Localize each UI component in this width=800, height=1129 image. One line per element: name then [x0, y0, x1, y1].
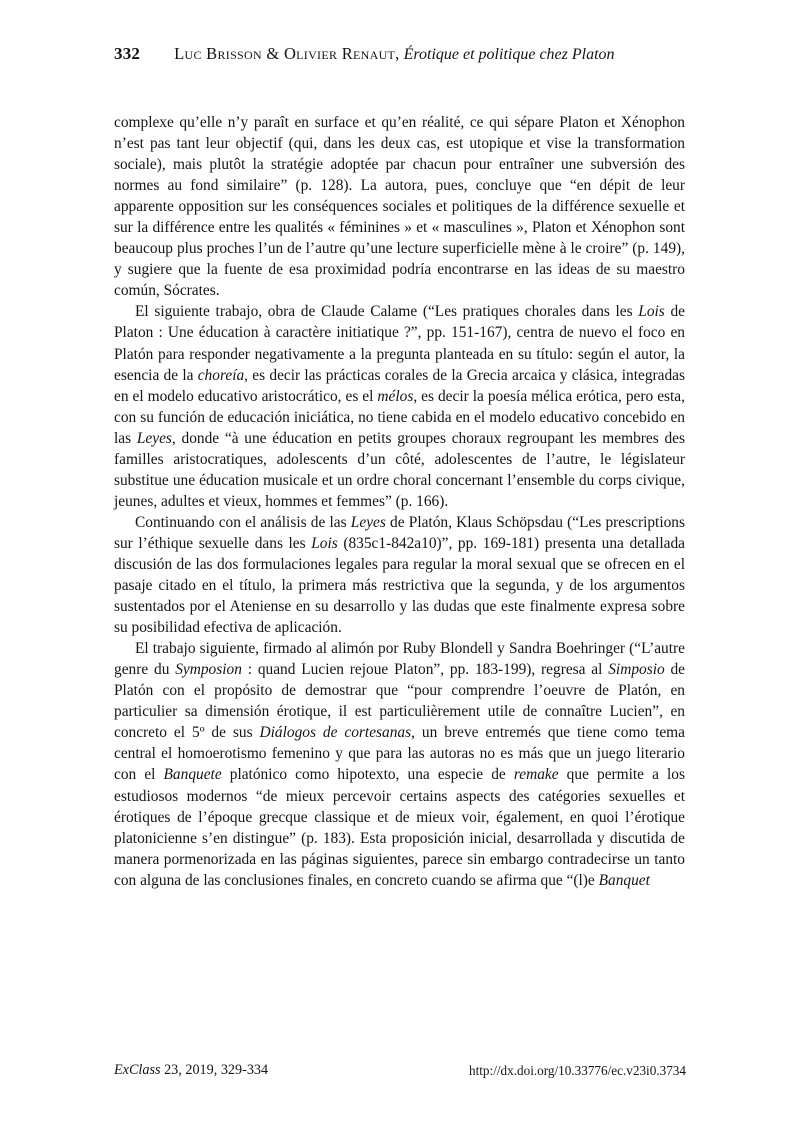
- italic-term: mélos: [377, 387, 414, 405]
- para-3: Continuando con el análisis de las Leyes de Platón, Klaus Schöpsdau (“Les prescriptions sur l’éthique sexuelle dans les Lois (835c1-842a10)”, pp. 169-181) presenta una detallada discusión de las dos formulaciones legales para regular la moral sexual que se ofrecen en el pasaje citado en el título, la primera más restrictiva que la segunda, y de los argumentos sustentados por el Ateniense en su desarrollo y las dudas que este finalmente expresa sobre su posibilidad efectiva de aplicación.: [114, 513, 685, 637]
- italic-term: Leyes: [350, 513, 386, 531]
- italic-term: Banquete: [163, 766, 222, 784]
- running-head: [114, 43, 686, 66]
- italic-term: Banquet: [598, 871, 650, 889]
- italic-term: Diálogos de cortesanas: [259, 724, 412, 742]
- italic-term: choreía: [197, 366, 245, 384]
- running-head-title: Érotique et politique chez Platon: [403, 46, 615, 63]
- journal-issue-pages: 23, 2019, 329-334: [160, 1062, 269, 1078]
- italic-term: Lois: [638, 303, 665, 321]
- italic-term: remake: [513, 766, 559, 784]
- doi-link: http://dx.doi.org/10.33776/ec.v23i0.3734: [469, 1063, 686, 1078]
- footer-citation: [114, 1059, 268, 1081]
- body-text-block: [114, 112, 685, 891]
- italic-term: Symposion: [175, 661, 242, 679]
- para-2: El siguiente trabajo, obra de Claude Calame (“Les pratiques chorales dans les Lois de Platon : Une éducation à caractère initiatique ?”, pp. 151-167), centra de nuevo el foco en Platón para responder negativamente a la pregunta planteada en su título: según el autor, la esencia de la choreía, es decir las prácticas corales de la Grecia arcaica y clásica, integradas en el modelo educativo aristocrático, es el mélos, es decir la poesía mélica erótica, pero esta, con su función de educación iniciática, no tiene cabida en el modelo educativo concebido en las Leyes, donde “à une éducation en petits groupes choraux regroupant les membres des familles aristocratiques, adolescents d’un côté, adolescentes de l’autre, le législateur substitue une éducation musicale et un ordre choral concernant l’ensemble du corps civique, jeunes, adultes et vieux, hommes et femmes” (p. 166).: [114, 303, 685, 510]
- para-1: complexe qu’elle n’y paraît en surface et qu’en réalité, ce qui sépare Platon et Xénophon n’est pas tant leur objectif (qui, dans les deux cas, est utopique et vise la transformation sociale), mais plutôt la stratégie adoptée par chacun pour entraîner une subversión des normes au fond similaire” (p. 128). La autora, pues, concluye que “en dépit de leur apparente opposition sur les conséquences sociales et politiques de la différence sexuelle et sur la différence entre les qualités « féminines » et « masculines », Platon et Xénophon sont beaucoup plus proches l’un de l’autre qu’une lecture superficielle mène à le croire” (p. 149), y sugiere que la fuente de esa proximidad podría encontrarse en las ideas de su maestro común, Sócrates.: [114, 114, 685, 300]
- journal-name: ExClass: [114, 1062, 161, 1078]
- italic-term: Simposio: [608, 661, 665, 679]
- para-4: El trabajo siguiente, firmado al alimón por Ruby Blondell y Sandra Boehringer (“L’autre genre du Symposion : quand Lucien rejoue Platon”, pp. 183-199), regresa al Simposio de Platón con el propósito de demostrar que “pour comprendre l’oeuvre de Platón, en particulier sa dimensión érotique, il est particulièrement utile de connaître Lucien”, en concreto el 5º de sus Diálogos de cortesanas, un breve entremés que tiene como tema central el homoerotismo femenino y que para las autoras no es más que un juego literario con el Banquete platónico como hipotexto, una especie de remake que permite a los estudiosos modernos “de mieux percevoir certains aspects des catégories sexuelles et érotiques de l’époque grecque classique et de mieux voir, également, en quoi l’érotique platonicienne s’en distingue” (p. 183). Esta proposición inicial, desarrollada y discutida de manera pormenorizada en las páginas siguientes, parece sin embargo contradecirse un tanto con alguna de las conclusiones finales, en concreto cuando se afirma que “(l)e Banquet: [114, 640, 686, 889]
- italic-term: Lois: [311, 534, 338, 552]
- italic-term: Leyes: [136, 429, 172, 447]
- page-footer: [114, 1059, 686, 1081]
- running-head-authors: Luc Brisson & Olivier Renaut,: [174, 44, 400, 63]
- page-number: 332: [114, 44, 141, 63]
